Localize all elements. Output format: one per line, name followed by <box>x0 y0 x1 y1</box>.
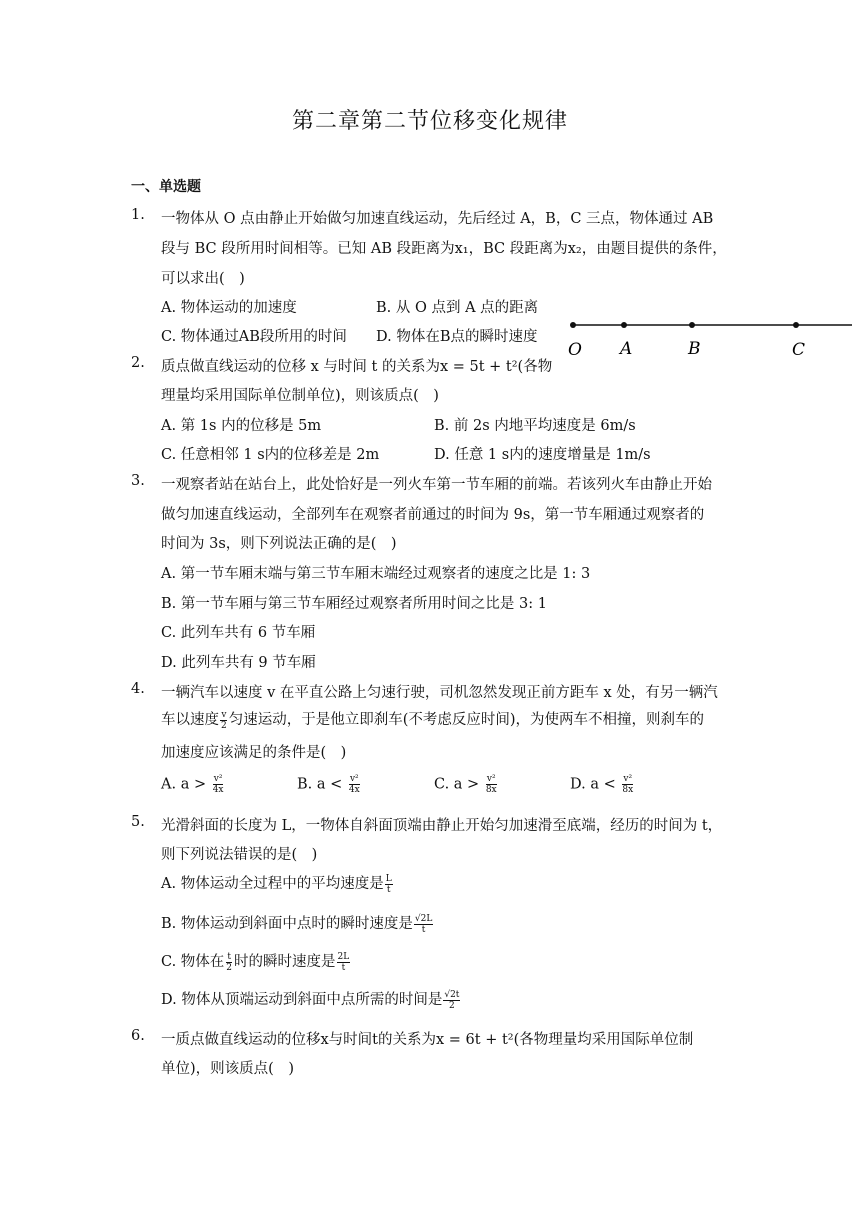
fraction-denominator: 4x <box>348 785 360 795</box>
question-number: 2. <box>131 355 145 371</box>
option-a <box>161 774 226 795</box>
option-label: D. 物体从顶端运动到斜面中点所需的时间是 <box>161 992 443 1008</box>
question-number: 3. <box>131 473 145 489</box>
fraction-numerator: v² <box>213 774 223 784</box>
option-c <box>161 950 351 973</box>
fraction-numerator: v <box>221 709 227 720</box>
point-o <box>570 322 576 328</box>
text-fragment: 匀速运动，于是他立即刹车(不考虑反应时间)，为使两车不相撞，则刹车的 <box>228 712 705 728</box>
option-label: A. a > <box>161 776 207 793</box>
label-o: O <box>568 340 582 360</box>
question-number: 6. <box>131 1028 145 1044</box>
question-text: 理量均采用国际单位制单位)，则该质点( ) <box>161 388 439 404</box>
option-b: B. 第一节车厢与第三节车厢经过观察者所用时间之比是 3: 1 <box>161 596 547 612</box>
option-label: A. 物体运动全过程中的平均速度是 <box>161 876 384 892</box>
option-b <box>161 912 434 935</box>
option-a <box>161 872 394 895</box>
question-number: 4. <box>131 681 145 697</box>
fraction-numerator: v² <box>349 774 359 784</box>
fraction-denominator: t <box>386 884 391 895</box>
question-text: 一辆汽车以速度 v 在平直公路上匀速行驶，司机忽然发现正前方距车 x 处，有另一辆汽 <box>161 685 718 701</box>
point-a <box>621 322 627 328</box>
fraction <box>337 952 351 973</box>
option-label: B. a < <box>297 776 343 793</box>
option-label: C. a > <box>434 776 480 793</box>
question-text: 单位)，则该质点( ) <box>161 1061 294 1077</box>
fraction <box>212 774 225 795</box>
option-d <box>161 988 461 1011</box>
text-fragment: 时的瞬时速度是 <box>234 954 336 970</box>
fraction-denominator: 2 <box>449 1000 455 1011</box>
label-c: C <box>792 340 806 360</box>
option-b: B. 前 2s 内地平均速度是 6m/s <box>434 418 636 434</box>
fraction <box>621 774 634 795</box>
option-b: B. 从 O 点到 A 点的距离 <box>376 300 539 316</box>
point-b <box>689 322 695 328</box>
fraction <box>225 952 233 973</box>
question-text: 质点做直线运动的位移 x 与时间 t 的关系为x = 5t + t²(各物 <box>161 359 553 375</box>
fraction-numerator: v² <box>623 774 633 784</box>
fraction-denominator: 4x <box>212 785 224 795</box>
fraction-denominator: 2 <box>226 962 233 973</box>
question-text <box>161 708 704 731</box>
question-text: 时间为 3s，则下列说法正确的是( ) <box>161 536 397 552</box>
fraction <box>485 774 498 795</box>
point-c <box>793 322 799 328</box>
option-d <box>570 774 635 795</box>
fraction-numerator: √2L <box>414 913 433 924</box>
fraction <box>220 710 228 731</box>
fraction-numerator: 2L <box>337 951 350 962</box>
fraction-numerator: v² <box>486 774 496 784</box>
line-diagram <box>560 312 855 362</box>
option-c: C. 物体通过AB段所用的时间 <box>161 329 347 345</box>
page-title: 第二章第二节位移变化规律 <box>291 109 568 134</box>
question-number: 5. <box>131 814 145 830</box>
question-text: 段与 BC 段所用时间相等。已知 AB 段距离为x₁，BC 段距离为x₂，由题目提供的条件， <box>161 241 727 257</box>
fraction-denominator: 2 <box>221 720 227 731</box>
question-text: 光滑斜面的长度为 L，一物体自斜面顶端由静止开始匀加速滑至底端，经历的时间为 t， <box>161 818 723 834</box>
option-a: A. 物体运动的加速度 <box>161 300 297 316</box>
option-c: C. 任意相邻 1 s内的位移差是 2m <box>161 447 380 463</box>
fraction-numerator: L <box>385 873 392 884</box>
option-label: B. 物体运动到斜面中点时的瞬时速度是 <box>161 916 413 932</box>
option-c: C. 此列车共有 6 节车厢 <box>161 625 316 641</box>
fraction <box>348 774 361 795</box>
option-label: C. 物体在 <box>161 954 225 970</box>
question-text: 可以求出( ) <box>161 271 245 287</box>
option-a: A. 第一节车厢末端与第三节车厢末端经过观察者的速度之比是 1: 3 <box>161 566 591 582</box>
question-text: 加速度应该满足的条件是( ) <box>161 745 347 761</box>
fraction <box>385 874 393 895</box>
fraction <box>443 990 460 1011</box>
fraction-denominator: 8x <box>485 785 497 795</box>
option-c <box>434 774 499 795</box>
fraction <box>414 914 433 935</box>
question-text: 则下列说法错误的是( ) <box>161 847 318 863</box>
option-a: A. 第 1s 内的位移是 5m <box>161 418 322 434</box>
option-label: D. a < <box>570 776 616 793</box>
option-d: D. 任意 1 s内的速度增量是 1m/s <box>434 447 651 463</box>
fraction-numerator: √2t <box>444 989 460 1000</box>
section-heading: 一、单选题 <box>131 179 201 195</box>
fraction-numerator: t <box>227 951 231 962</box>
question-text: 做匀加速直线运动，全部列车在观察者前通过的时间为 9s，第一节车厢通过观察者的 <box>161 507 705 523</box>
question-number: 1. <box>131 207 145 223</box>
label-b: B <box>688 339 701 359</box>
fraction-denominator: 8x <box>622 785 634 795</box>
question-text: 一物体从 O 点由静止开始做匀加速直线运动，先后经过 A，B，C 三点，物体通过 AB <box>161 211 714 227</box>
option-d: D. 此列车共有 9 节车厢 <box>161 655 316 671</box>
option-d: D. 物体在B点的瞬时速度 <box>376 329 538 345</box>
fraction-denominator: t <box>341 962 346 973</box>
fraction-denominator: t <box>421 924 426 935</box>
option-b <box>297 774 362 795</box>
question-text: 一质点做直线运动的位移x与时间t的关系为x = 6t + t²(各物理量均采用国际单位制 <box>161 1032 694 1048</box>
label-a: A <box>620 339 633 359</box>
question-text: 一观察者站在站台上，此处恰好是一列火车第一节车厢的前端。若该列火车由静止开始 <box>161 477 712 493</box>
text-fragment: 车以速度 <box>161 712 219 728</box>
